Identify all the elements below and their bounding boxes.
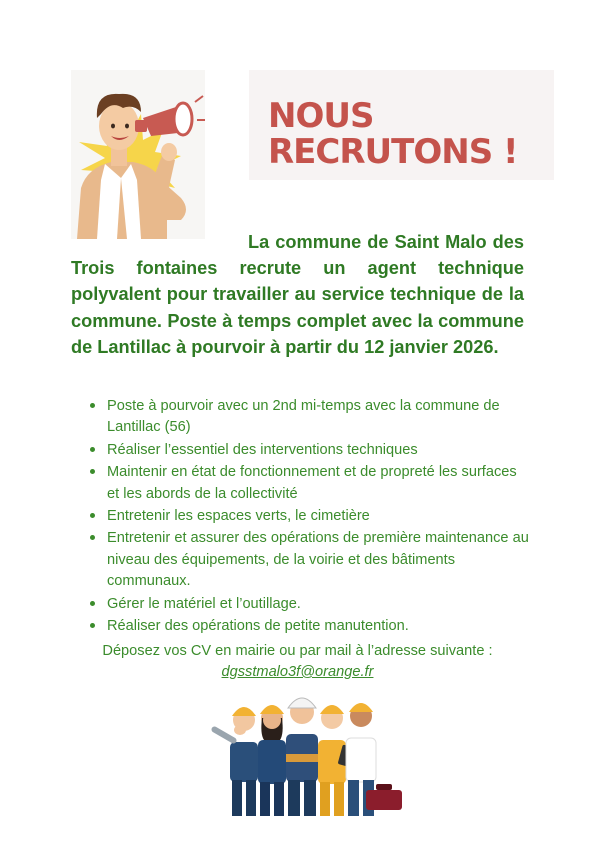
- bullet-icon: [90, 623, 95, 628]
- duty-text: Gérer le matériel et l’outillage.: [107, 595, 301, 612]
- nous-recrutons-banner: [249, 70, 554, 180]
- list-item: [90, 506, 530, 527]
- bullet-icon: [90, 601, 95, 606]
- duty-text: Entretenir et assurer des opérations de première maintenance au niveau des équipements, de la voirie et des bâtiments communaux.: [107, 530, 529, 590]
- duty-text: Maintenir en état de fonctionnement et de propreté les surfaces et les abords de la collectivité: [107, 464, 517, 502]
- duty-text: Réaliser des opérations de petite manutention.: [107, 618, 409, 635]
- bullet-icon: [90, 535, 95, 540]
- bullet-icon: [90, 403, 95, 408]
- list-item: [90, 528, 530, 592]
- list-item: [90, 396, 530, 439]
- duty-text: Poste à pourvoir avec un 2nd mi-temps avec la commune de Lantillac (56): [107, 398, 500, 436]
- duty-text: Entretenir les espaces verts, le cimetière: [107, 508, 370, 525]
- email-link[interactable]: dgsstmalo3f@orange.fr: [221, 664, 374, 680]
- list-item: [90, 594, 530, 615]
- intro-paragraph: La commune de Saint Malo des Trois fontaines recrute un agent technique polyvalent pour travailler au service technique de la commune. Poste à temps complet avec la commune de Lantillac à pourvoir à partir du 12 janvier 2026.: [71, 232, 524, 357]
- duty-text: Réaliser l’essentiel des interventions techniques: [107, 441, 418, 458]
- bullet-icon: [90, 447, 95, 452]
- bullet-icon: [90, 513, 95, 518]
- bullet-icon: [90, 469, 95, 474]
- banner-title: NOUS RECRUTONS !: [268, 96, 518, 172]
- apply-instructions: Déposez vos CV en mairie ou par mail à l’adresse suivante :: [102, 643, 493, 659]
- duties-list: [90, 396, 530, 638]
- megaphone-man-illustration: [71, 70, 205, 239]
- list-item: [90, 616, 530, 637]
- list-item: [90, 440, 530, 461]
- list-item: [90, 462, 530, 505]
- workers-group-illustration: [206, 690, 406, 820]
